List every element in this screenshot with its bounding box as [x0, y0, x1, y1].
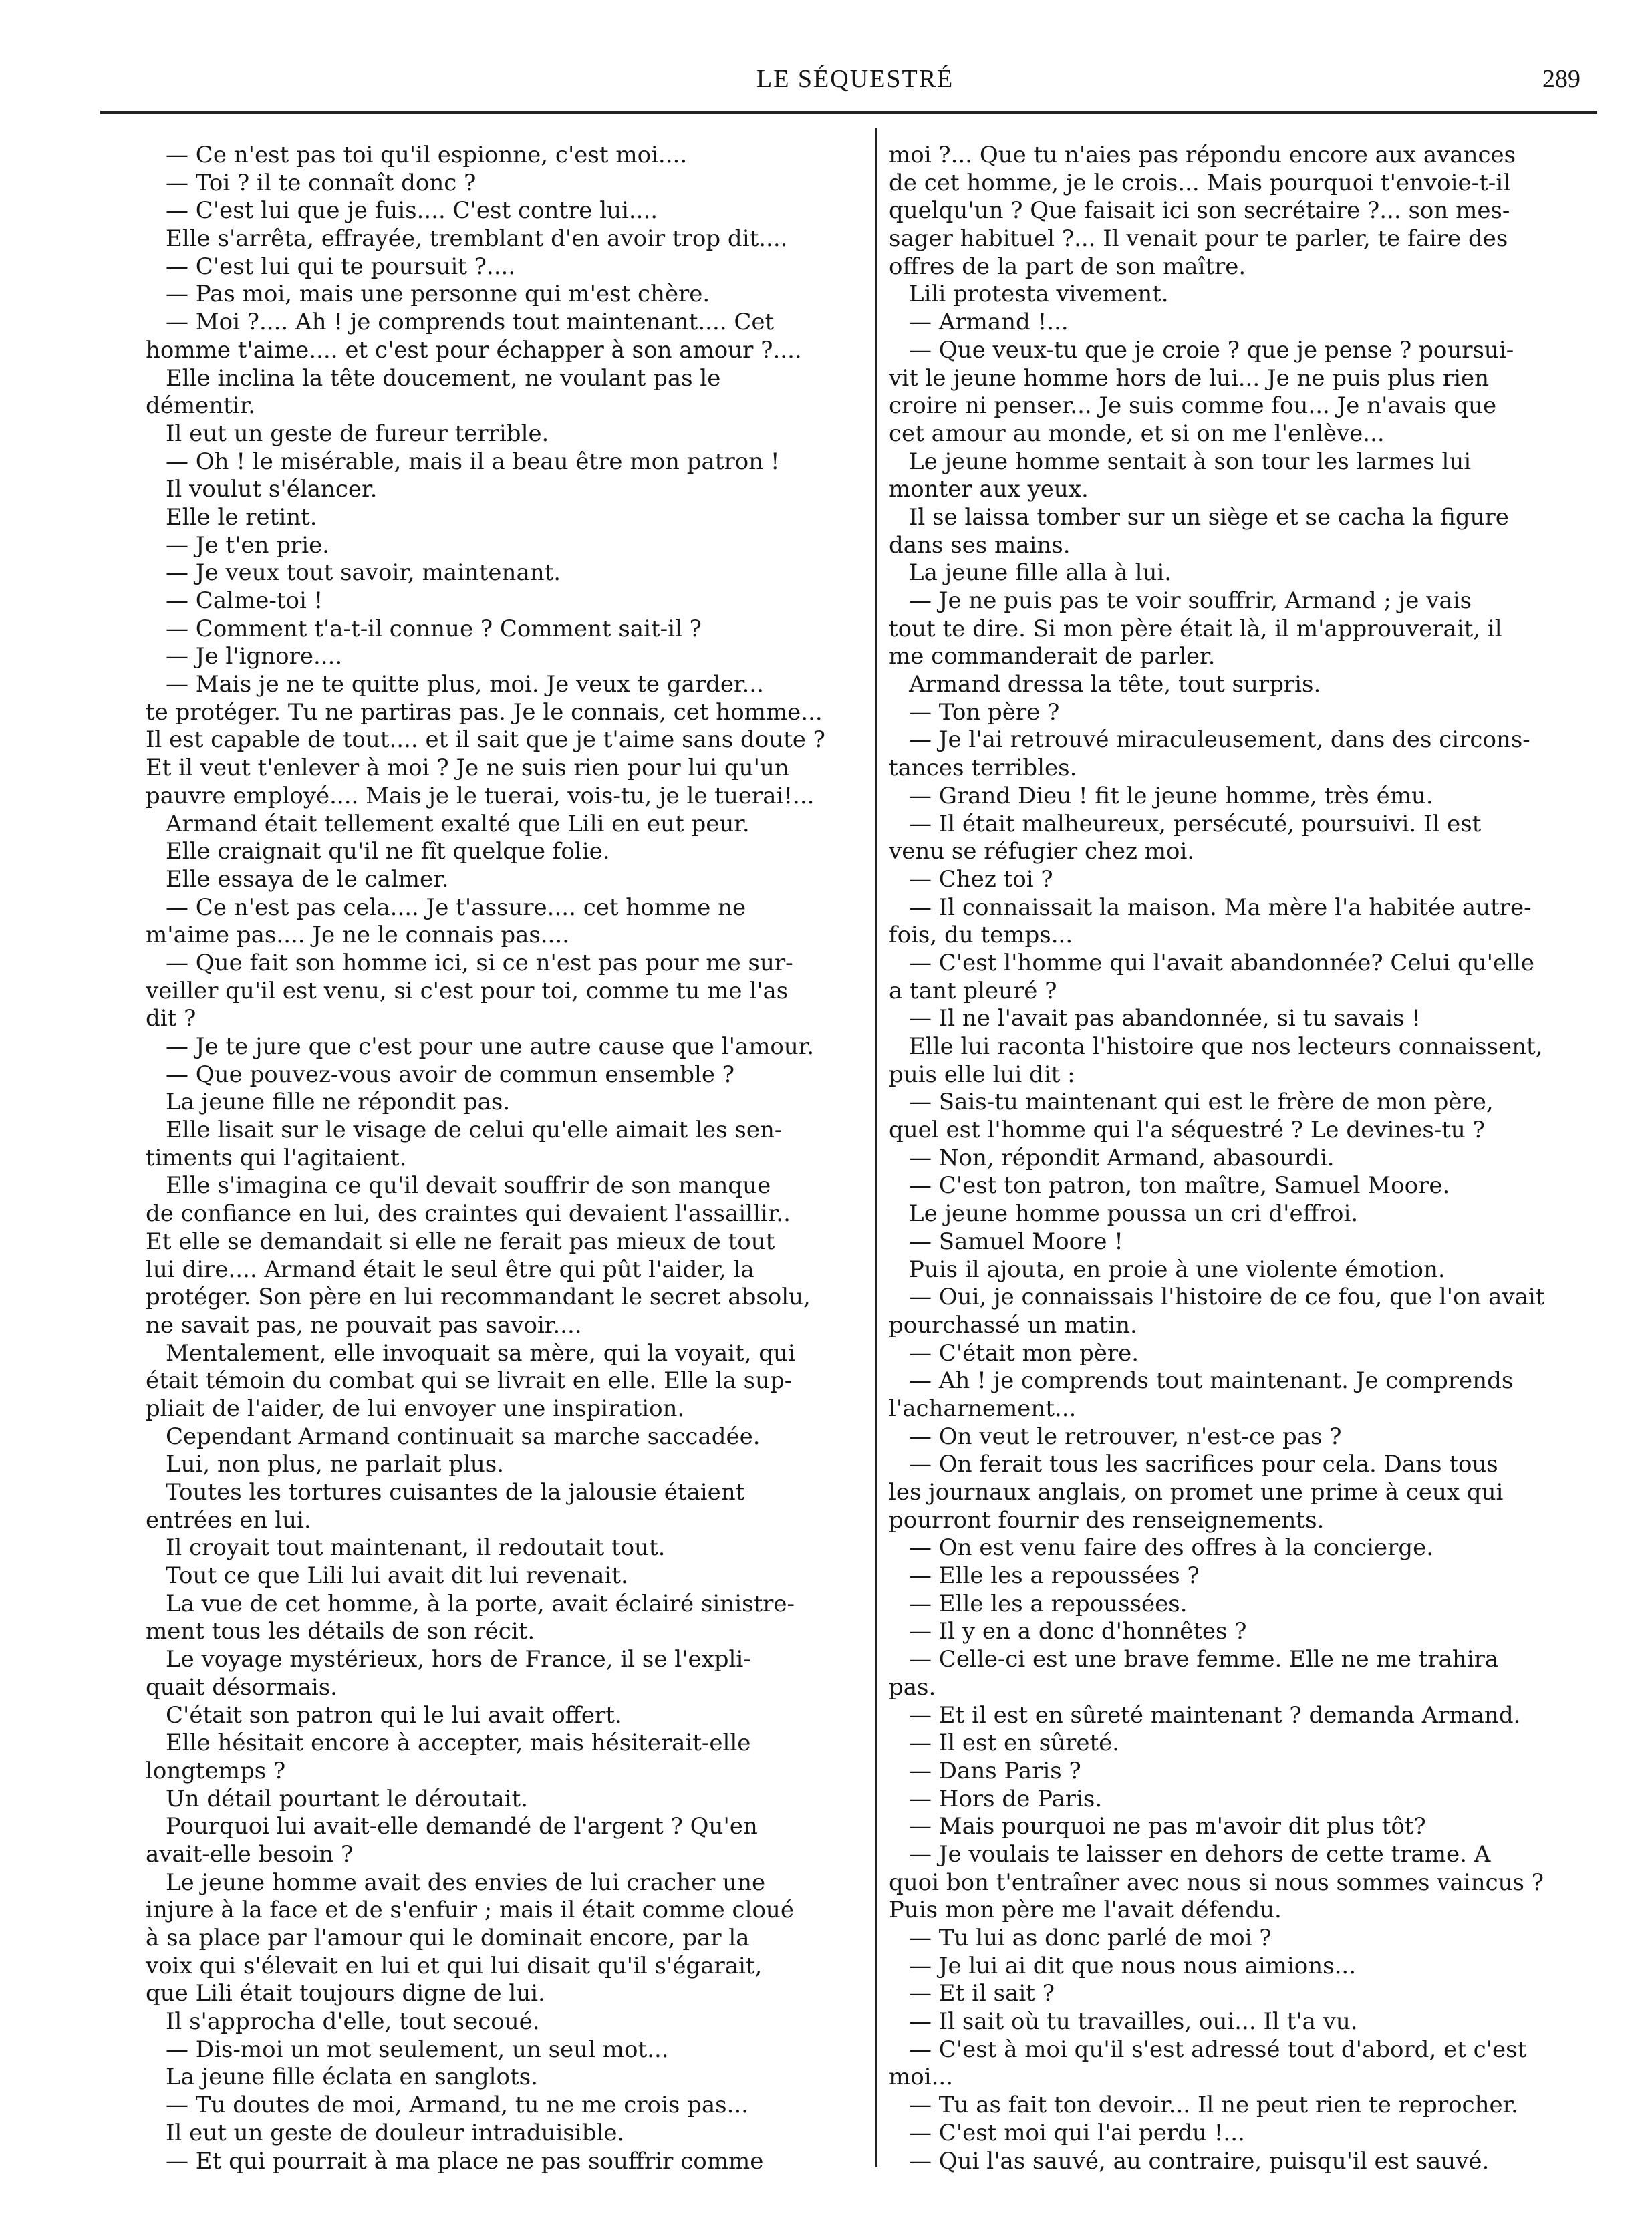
text-line: venu se réfugier chez moi.: [889, 838, 1195, 865]
text-line: Elle le retint.: [166, 503, 317, 531]
text-line: m'aime pas.... Je ne le connais pas....: [146, 922, 570, 949]
text-line: — Calme-toi !: [166, 587, 323, 614]
text-line: Il eut un geste de douleur intraduisible.: [166, 2119, 625, 2146]
text-line: — Je t'en prie.: [166, 531, 330, 559]
text-line: — Oh ! le misérable, mais il a beau être mon patron !: [166, 448, 780, 475]
text-line: — Oui, je connaissais l'histoire de ce fou, que l'on avait: [909, 1284, 1545, 1311]
text-line: La jeune fille éclata en sanglots.: [166, 2064, 538, 2091]
text-line: monter aux yeux.: [889, 476, 1089, 503]
text-line: — Non, répondit Armand, abasourdi.: [909, 1144, 1335, 1171]
text-line: Il est capable de tout.... et il sait que je t'aime sans doute ?: [146, 726, 825, 754]
right-column: [889, 142, 1592, 2175]
text-line: — Mais pourquoi ne pas m'avoir dit plus tôt?: [909, 1813, 1426, 1840]
text-line: — C'est à moi qu'il s'est adressé tout d'abord, et c'est: [909, 2036, 1527, 2063]
text-line: tances terribles.: [889, 754, 1077, 782]
page-number: 289: [1542, 65, 1580, 93]
text-line: — On est venu faire des offres à la concierge.: [909, 1534, 1434, 1562]
text-line: — Tu lui as donc parlé de moi ?: [909, 1925, 1272, 1951]
text-line: — Il est en sûreté.: [909, 1729, 1120, 1757]
text-line: Un détail pourtant le déroutait.: [166, 1785, 529, 1812]
text-line: moi ?... Que tu n'aies pas répondu encore aux avances: [889, 142, 1516, 168]
text-line: pourchassé un matin.: [889, 1311, 1137, 1339]
text-line: Et elle se demandait si elle ne ferait pas mieux de tout: [146, 1228, 775, 1255]
text-line: fois, du temps...: [889, 922, 1073, 949]
text-line: quel est l'homme qui l'a séquestré ? Le devines-tu ?: [889, 1117, 1485, 1144]
text-line: — Ce n'est pas toi qu'il espionne, c'est moi....: [166, 142, 688, 168]
text-line: moi...: [889, 2064, 954, 2091]
text-line: Armand dressa la tête, tout surpris.: [909, 671, 1321, 698]
text-line: — Ton père ?: [909, 698, 1060, 726]
text-line: l'acharnement...: [889, 1395, 1077, 1422]
text-line: Mentalement, elle invoquait sa mère, qui la voyait, qui: [166, 1339, 795, 1367]
text-line: démentir.: [146, 392, 256, 420]
text-line: Il croyait tout maintenant, il redoutait tout.: [166, 1534, 666, 1562]
text-line: pliait de l'aider, de lui envoyer une inspiration.: [146, 1395, 685, 1422]
text-line: me commanderait de parler.: [889, 643, 1216, 670]
text-line: — C'est l'homme qui l'avait abandonnée? Celui qu'elle: [909, 949, 1534, 976]
text-line: — Armand !...: [909, 309, 1069, 336]
text-line: voix qui s'élevait en lui et qui lui disait qu'il s'égarait,: [146, 1952, 763, 1979]
text-line: — Je te jure que c'est pour une autre cause que l'amour.: [166, 1033, 815, 1060]
text-line: Le jeune homme poussa un cri d'effroi.: [909, 1200, 1359, 1228]
text-line: — Comment t'a-t-il connue ? Comment sait-il ?: [166, 615, 702, 642]
text-line: dit ?: [146, 1005, 196, 1032]
text-line: tout te dire. Si mon père était là, il m'approuverait, il: [889, 615, 1502, 642]
text-line: Le jeune homme sentait à son tour les larmes lui: [909, 448, 1472, 475]
text-line: puis elle lui dit :: [889, 1061, 1075, 1088]
text-line: les journaux anglais, on promet une prime à ceux qui: [889, 1479, 1504, 1506]
text-line: offres de la part de son maître.: [889, 253, 1246, 280]
text-line: quoi bon t'entraîner avec nous si nous sommes vaincus ?: [889, 1868, 1544, 1896]
text-line: Elle craignait qu'il ne fît quelque folie.: [166, 838, 610, 865]
text-line: — Il y en a donc d'honnêtes ?: [909, 1618, 1247, 1645]
text-line: — C'est moi qui l'ai perdu !...: [909, 2119, 1245, 2146]
text-line: Elle hésitait encore à accepter, mais hésiterait-elle: [166, 1729, 751, 1757]
text-line: veiller qu'il est venu, si c'est pour toi, comme tu me l'as: [146, 977, 789, 1004]
text-line: — C'était mon père.: [909, 1339, 1139, 1367]
text-line: Le voyage mystérieux, hors de France, il se l'expli-: [166, 1646, 751, 1673]
text-line: — Mais je ne te quitte plus, moi. Je veux te garder...: [166, 671, 764, 698]
text-line: — Sais-tu maintenant qui est le frère de mon père,: [909, 1089, 1494, 1116]
text-line: Elle lui raconta l'histoire que nos lecteurs connaissent,: [909, 1033, 1543, 1060]
text-line: de confiance en lui, des craintes qui devaient l'assaillir..: [146, 1200, 791, 1228]
text-line: — C'est lui que je fuis.... C'est contre lui....: [166, 197, 658, 225]
text-line: Il se laissa tomber sur un siège et se cacha la figure: [909, 503, 1509, 531]
text-line: — Je lui ai dit que nous nous aimions...: [909, 1952, 1357, 1979]
text-line: — Je veux tout savoir, maintenant.: [166, 559, 561, 587]
text-line: Elle s'imagina ce qu'il devait souffrir de son manque: [166, 1172, 771, 1200]
text-line: lui dire.... Armand était le seul être qui pût l'aider, la: [146, 1256, 754, 1283]
text-line: — Et il sait ?: [909, 1980, 1055, 2007]
text-line: — Il était malheureux, persécuté, poursuivi. Il est: [909, 810, 1482, 837]
text-line: Elle inclina la tête doucement, ne voulant pas le: [166, 364, 721, 392]
text-line: — Que veux-tu que je croie ? que je pense ? poursui-: [909, 336, 1514, 364]
text-line: quait désormais.: [146, 1673, 337, 1701]
text-line: — Toi ? il te connaît donc ?: [166, 169, 476, 196]
text-line: — Ah ! je comprends tout maintenant. Je comprends: [909, 1367, 1514, 1395]
text-line: quelqu'un ? Que faisait ici son secrétaire ?... son mes-: [889, 197, 1510, 225]
text-line: a tant pleuré ?: [889, 977, 1057, 1004]
text-line: — Elle les a repoussées ?: [909, 1562, 1200, 1590]
text-line: avait-elle besoin ?: [146, 1840, 354, 1868]
text-line: — Je ne puis pas te voir souffrir, Armand ; je vais: [909, 587, 1472, 614]
text-line: — Grand Dieu ! fit le jeune homme, très ému.: [909, 782, 1433, 809]
text-line: — Pas moi, mais une personne qui m'est chère.: [166, 281, 710, 308]
text-line: entrées en lui.: [146, 1506, 311, 1534]
text-line: croire ni penser... Je suis comme fou... Je n'avais que: [889, 392, 1497, 420]
text-line: — Dis-moi un mot seulement, un seul mot...: [166, 2036, 669, 2063]
text-line: dans ses mains.: [889, 531, 1071, 559]
text-line: — Je l'ignore....: [166, 643, 343, 670]
text-line: — C'est lui qui te poursuit ?....: [166, 253, 516, 280]
text-line: Elle essaya de le calmer.: [166, 865, 449, 893]
text-line: Lui, non plus, ne parlait plus.: [166, 1451, 505, 1478]
text-line: — Il sait où tu travailles, oui... Il t'a vu.: [909, 2008, 1358, 2036]
text-line: vit le jeune homme hors de lui... Je ne puis plus rien: [889, 364, 1490, 392]
text-line: — Hors de Paris.: [909, 1785, 1103, 1812]
text-line: — Chez toi ?: [909, 865, 1053, 893]
text-line: pauvre employé.... Mais je le tuerai, vois-tu, je le tuerai!...: [146, 782, 815, 809]
text-line: que Lili était toujours digne de lui.: [146, 1980, 545, 2007]
text-line: pas.: [889, 1673, 936, 1701]
text-line: Lili protesta vivement.: [909, 281, 1169, 308]
text-line: timents qui l'agitaient.: [146, 1144, 407, 1171]
text-line: de cet homme, je le crois... Mais pourquoi t'envoie-t-il: [889, 169, 1511, 196]
text-line: La jeune fille alla à lui.: [909, 559, 1172, 587]
text-line: ne savait pas, ne pouvait pas savoir....: [146, 1311, 582, 1339]
running-title: LE SÉQUESTRÉ: [756, 65, 954, 93]
text-line: — Il connaissait la maison. Ma mère l'a habitée autre-: [909, 893, 1532, 921]
text-line: Elle lisait sur le visage de celui qu'elle aimait les sen-: [166, 1117, 783, 1144]
text-line: — On ferait tous les sacrifices pour cela. Dans tous: [909, 1451, 1498, 1478]
text-line: C'était son patron qui le lui avait offert.: [166, 1701, 622, 1729]
text-line: homme t'aime.... et c'est pour échapper à son amour ?....: [146, 336, 802, 364]
text-line: — Elle les a repoussées.: [909, 1590, 1188, 1617]
text-line: — Samuel Moore !: [909, 1228, 1123, 1255]
text-line: à sa place par l'amour qui le dominait encore, par la: [146, 1925, 750, 1951]
text-line: Tout ce que Lili lui avait dit lui revenait.: [166, 1562, 628, 1590]
text-line: — Dans Paris ?: [909, 1757, 1081, 1784]
text-line: — Tu doutes de moi, Armand, tu ne me crois pas...: [166, 2092, 749, 2119]
text-line: — Que pouvez-vous avoir de commun ensemble ?: [166, 1061, 734, 1088]
column-divider: [875, 128, 877, 2167]
text-line: Il voulut s'élancer.: [166, 476, 378, 503]
text-line: injure à la face et de s'enfuir ; mais il était comme cloué: [146, 1897, 794, 1924]
text-line: Pourquoi lui avait-elle demandé de l'argent ? Qu'en: [166, 1813, 758, 1840]
text-line: La vue de cet homme, à la porte, avait éclairé sinistre-: [166, 1590, 795, 1617]
left-column: [146, 142, 859, 2175]
text-line: Et il veut t'enlever à moi ? Je ne suis rien pour lui qu'un: [146, 754, 789, 782]
page-header: [0, 64, 1652, 111]
header-rule: [100, 111, 1597, 114]
text-line: — Ce n'est pas cela.... Je t'assure.... cet homme ne: [166, 893, 746, 921]
text-line: était témoin du combat qui se livrait en elle. Elle la sup-: [146, 1367, 793, 1395]
text-line: protéger. Son père en lui recommandant le secret absolu,: [146, 1284, 811, 1311]
text-line: — Je l'ai retrouvé miraculeusement, dans des circons-: [909, 726, 1530, 754]
text-line: Puis mon père me l'avait défendu.: [889, 1897, 1282, 1924]
text-line: — Et il est en sûreté maintenant ? demanda Armand.: [909, 1701, 1521, 1729]
text-line: Cependant Armand continuait sa marche saccadée.: [166, 1423, 761, 1450]
text-line: sager habituel ?... Il venait pour te parler, te faire des: [889, 225, 1508, 253]
text-line: Elle s'arrêta, effrayée, tremblant d'en avoir trop dit....: [166, 225, 788, 253]
text-line: — Moi ?.... Ah ! je comprends tout maintenant.... Cet: [166, 309, 775, 336]
text-line: te protéger. Tu ne partiras pas. Je le connais, cet homme...: [146, 698, 823, 726]
text-line: — C'est ton patron, ton maître, Samuel Moore.: [909, 1172, 1450, 1200]
text-line: — Et qui pourrait à ma place ne pas souffrir comme: [166, 2147, 764, 2175]
text-line: longtemps ?: [146, 1757, 286, 1784]
text-line: pourront fournir des renseignements.: [889, 1506, 1325, 1534]
text-line: — Qui l'as sauvé, au contraire, puisqu'il est sauvé.: [909, 2147, 1490, 2175]
text-line: Armand était tellement exalté que Lili en eut peur.: [166, 810, 750, 837]
text-line: Il eut un geste de fureur terrible.: [166, 420, 549, 447]
text-line: La jeune fille ne répondit pas.: [166, 1089, 511, 1116]
text-line: — Il ne l'avait pas abandonnée, si tu savais !: [909, 1005, 1421, 1032]
text-line: — Que fait son homme ici, si ce n'est pas pour me sur-: [166, 949, 793, 976]
text-line: Le jeune homme avait des envies de lui cracher une: [166, 1868, 766, 1896]
text-line: ment tous les détails de son récit.: [146, 1618, 535, 1645]
text-line: — Je voulais te laisser en dehors de cette trame. A: [909, 1840, 1491, 1868]
text-line: Toutes les tortures cuisantes de la jalousie étaient: [166, 1479, 745, 1506]
text-line: — On veut le retrouver, n'est-ce pas ?: [909, 1423, 1342, 1450]
text-line: cet amour au monde, et si on me l'enlève...: [889, 420, 1385, 447]
text-line: Il s'approcha d'elle, tout secoué.: [166, 2008, 540, 2036]
text-line: — Tu as fait ton devoir... Il ne peut rien te reprocher.: [909, 2092, 1518, 2119]
text-line: — Celle-ci est une brave femme. Elle ne me trahira: [909, 1646, 1499, 1673]
text-line: Puis il ajouta, en proie à une violente émotion.: [909, 1256, 1446, 1283]
